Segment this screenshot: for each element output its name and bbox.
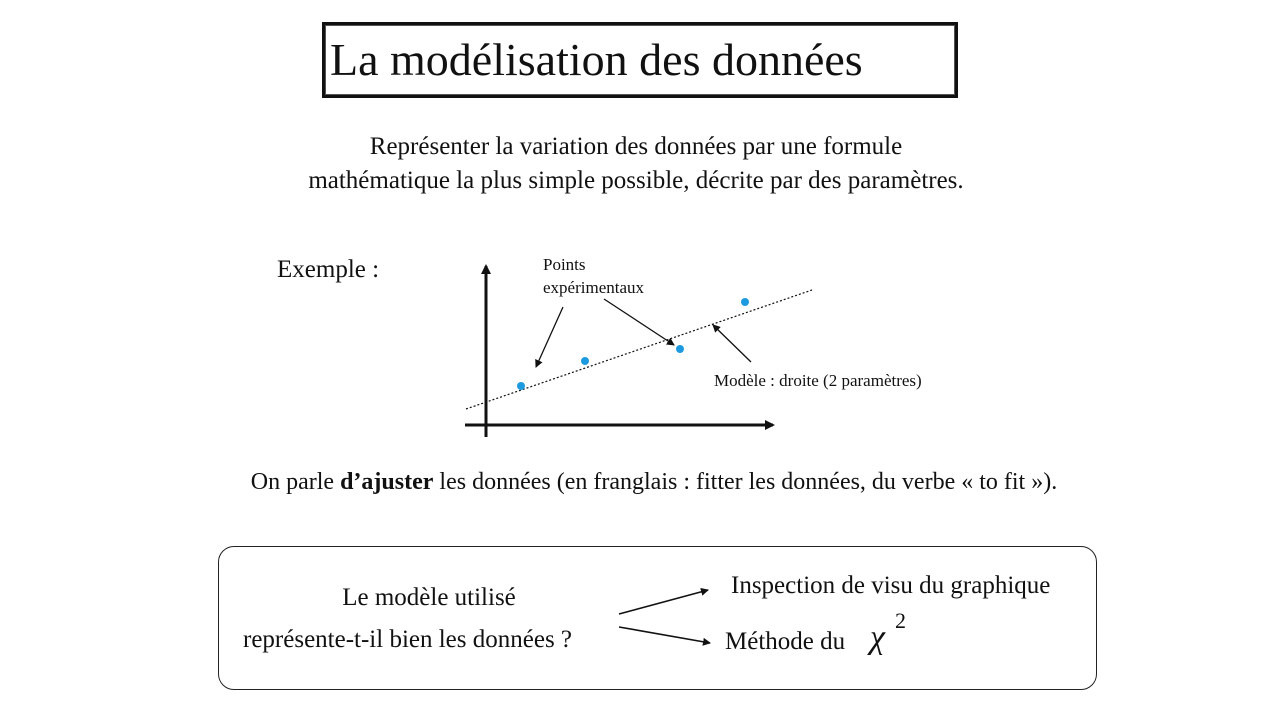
model-arrow bbox=[713, 325, 751, 362]
fit-sentence-start: On parle bbox=[250, 469, 341, 495]
question-line-1: Le modèle utilisé bbox=[342, 584, 516, 611]
data-point bbox=[741, 298, 749, 306]
question-box bbox=[218, 546, 1097, 690]
chi-exponent: 2 bbox=[895, 608, 906, 633]
fit-sentence-bold: d’ajuster bbox=[340, 469, 434, 495]
option-inspection: Inspection de visu du graphique bbox=[731, 572, 1051, 599]
fit-sentence bbox=[0, 466, 1280, 498]
data-point bbox=[581, 357, 589, 365]
data-point bbox=[676, 345, 684, 353]
example-label: Exemple : bbox=[277, 256, 380, 283]
intro-line-1: Représenter la variation des données par une formule bbox=[369, 133, 903, 160]
points-annotation bbox=[543, 253, 644, 299]
points-arrow-2 bbox=[604, 299, 674, 345]
data-point bbox=[517, 382, 525, 390]
points-arrow-1 bbox=[536, 307, 563, 367]
intro-line-2: mathématique la plus simple possible, décrite par des paramètres. bbox=[308, 167, 964, 194]
points-annotation-line-2: expérimentaux bbox=[543, 278, 645, 297]
question-line-2: représente-t-il bien les données ? bbox=[243, 626, 573, 653]
slide-title: La modélisation des données bbox=[330, 34, 863, 85]
option-chi2-method: Méthode du bbox=[725, 628, 846, 655]
model-annotation: Modèle : droite (2 paramètres) bbox=[714, 371, 922, 390]
fit-sentence-end: les données (en franglais : fitter les données, du verbe « to fit »). bbox=[433, 469, 1058, 495]
chi-symbol: χ bbox=[870, 619, 885, 656]
points-annotation-line-1: Points bbox=[543, 255, 586, 274]
